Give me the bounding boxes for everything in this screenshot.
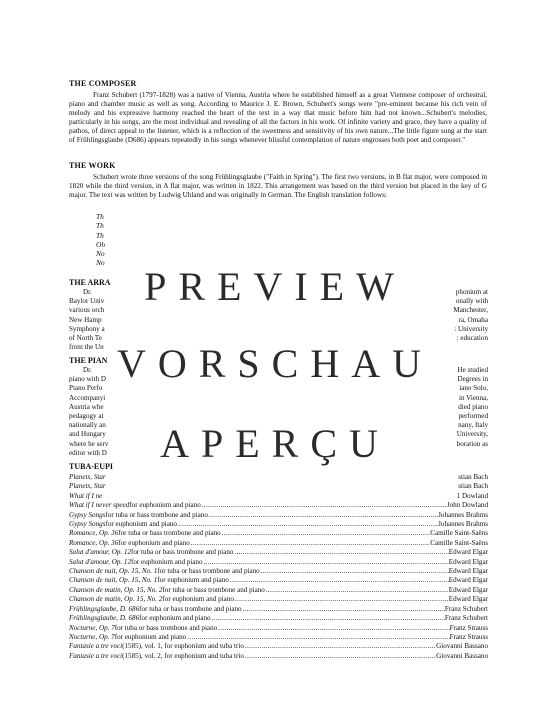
list-item: [69, 511, 488, 520]
catalog-heading: TUBA-EUPI: [69, 462, 114, 471]
item-description: for euphonium and piano: [114, 632, 187, 641]
item-title: What if I never speed: [69, 501, 130, 510]
item-composer: John Dowland: [446, 501, 488, 510]
list-item: [69, 492, 488, 501]
item-title: What if I ne: [69, 491, 103, 500]
text-fragment: : education: [456, 334, 488, 343]
list-item: [69, 605, 488, 614]
list-item: [69, 624, 488, 633]
list-item: [69, 652, 488, 661]
item-description: for euphonium and piano: [105, 520, 177, 529]
text-fragment: Manchester,: [453, 306, 488, 315]
list-item: [69, 576, 488, 585]
item-composer: Edward Elgar: [448, 567, 488, 576]
item-description: for euphonium and piano: [118, 538, 190, 547]
item-composer: Franz Schubert: [444, 604, 488, 613]
text-fragment: in Vienna,: [459, 393, 488, 402]
watermark-preview: PREVIEW: [144, 264, 406, 309]
text-fragment: Austria whe: [69, 402, 104, 411]
item-description: for euphonium and piano: [129, 501, 201, 510]
item-composer: Camille Saint-Saëns: [430, 529, 488, 538]
item-title: Frühlingsglaube, D. 686: [69, 604, 140, 613]
item-composer: Edward Elgar: [448, 585, 488, 594]
text-fragment: : University: [454, 324, 488, 333]
poem-line: Th: [96, 212, 104, 221]
composer-heading: THE COMPOSER: [69, 79, 137, 88]
text-fragment: onally with: [455, 297, 488, 306]
item-composer: Giovanni Bassano: [436, 642, 488, 651]
item-description: for tuba or bass trombone and piano: [157, 567, 260, 576]
list-item: [69, 520, 488, 529]
item-title: Romance, Op. 36: [69, 538, 119, 547]
list-item: [69, 548, 488, 557]
item-description: for tuba or bass trombone and piano: [139, 604, 242, 613]
item-composer: Johannes Brahms: [438, 510, 488, 519]
text-fragment: iano Solo,: [459, 384, 488, 393]
list-item: [69, 501, 488, 510]
item-description: (1585), vol. 2, for euphonium and tuba trio: [122, 651, 244, 660]
text-fragment: piano with D: [69, 375, 107, 384]
item-composer: Franz Strauss: [449, 623, 488, 632]
list-item: [69, 595, 488, 604]
item-title: Fantasie a tre voci: [69, 642, 123, 651]
item-description: (1585), vol. 1, for euphonium and tuba trio: [122, 642, 244, 651]
list-item: [69, 558, 488, 567]
item-composer: Edward Elgar: [448, 557, 488, 566]
item-description: for euphonium and piano: [139, 614, 211, 623]
list-item: [69, 614, 488, 623]
item-composer: Franz Strauss: [449, 632, 488, 641]
list-item: [69, 642, 488, 651]
list-item: [69, 567, 488, 576]
item-description: for tuba or bass trombone and piano: [118, 529, 221, 538]
item-description: for tuba or bass trombone and piano: [114, 623, 218, 632]
text-fragment: University,: [456, 430, 488, 439]
text-fragment: Accompanyi: [69, 393, 106, 402]
item-composer: Johannes Brahms: [438, 520, 488, 529]
item-title: Nocturne, Op. 7: [69, 632, 115, 641]
item-title: Planets, Star: [69, 482, 106, 491]
item-title: Salut d'amour, Op. 12: [69, 548, 132, 557]
text-fragment: pedagogy at: [69, 412, 104, 421]
list-item: [69, 482, 488, 491]
text-fragment: Symphony a: [69, 324, 105, 333]
list-item: [69, 586, 488, 595]
text-fragment: various orch: [69, 306, 105, 315]
poem-line: Th: [96, 230, 104, 240]
list-item: [69, 539, 488, 548]
item-title: Nocturne, Op. 7: [69, 623, 115, 632]
text-fragment: Dr.: [83, 366, 92, 374]
text-fragment: performed: [458, 412, 488, 421]
text-fragment: from the Un: [69, 343, 104, 352]
text-fragment: of North Te: [69, 334, 102, 343]
list-item: [69, 473, 488, 482]
item-composer: stian Bach: [458, 473, 488, 481]
text-fragment: New Hamp: [69, 315, 102, 324]
list-item: [69, 633, 488, 642]
text-fragment: phonium at: [455, 288, 488, 296]
item-title: Chanson de nuit, Op. 15, No. 1: [69, 576, 158, 585]
item-composer: Camille Saint-Saëns: [430, 538, 488, 547]
poem-line: No: [96, 258, 105, 268]
item-title: Chanson de nuit, Op. 15, No. 1: [69, 567, 158, 576]
text-fragment: where he serv: [69, 439, 109, 448]
item-composer: Edward Elgar: [448, 576, 488, 585]
text-fragment: Baylor Univ: [69, 297, 105, 306]
watermark-apercu: APERÇU: [160, 421, 390, 466]
poem-line: Th: [96, 221, 104, 231]
text-fragment: Piano Perfo: [69, 384, 103, 393]
text-fragment: editor with D: [69, 448, 107, 457]
item-description: for euphonium and piano: [162, 595, 234, 604]
item-composer: Giovanni Bassano: [436, 651, 488, 660]
item-title: Fantasie a tre voci: [69, 651, 123, 660]
item-title: Chanson de matin, Op. 15, No. 2: [69, 585, 163, 594]
item-composer: Edward Elgar: [448, 595, 488, 604]
item-composer: Edward Elgar: [448, 548, 488, 557]
item-title: Planets, Star: [69, 473, 106, 481]
item-description: for tuba or bass trombone and piano: [105, 510, 208, 519]
work-heading: THE WORK: [69, 161, 116, 170]
item-composer: 1 Dowland: [456, 491, 488, 500]
text-fragment: Dr.: [83, 288, 92, 296]
item-title: Gypsy Songs: [69, 520, 106, 529]
text-fragment: ra, Omaha: [458, 315, 488, 324]
item-title: Romance, Op. 36: [69, 529, 119, 538]
work-paragraph: Schubert wrote three versions of the song Frühlingsglaube ("Faith in Spring"). The first two versions, in B flat major, were composed in 1820 while the third version, in A flat major, was written in 1822. This arrangement was based on the third version but placed in the key of G major. The text was written by Ludwig Uhland and was originally in German. The English translation follows:: [69, 173, 487, 199]
poem-line: No: [96, 249, 105, 259]
item-description: for euphonium and piano: [157, 576, 229, 585]
translation-poem: [96, 212, 105, 268]
item-composer: stian Bach: [458, 482, 488, 491]
poem-line: Oh: [96, 239, 106, 249]
text-fragment: nationally an: [69, 421, 106, 430]
item-title: Salut d'amour, Op. 12: [69, 557, 132, 566]
list-item: [69, 529, 488, 538]
item-composer: Franz Schubert: [444, 614, 488, 623]
composer-paragraph: Franz Schubert (1797-1828) was a native of Vienna, Austria where he established himself as a great Viennese composer of orchestral, piano and chamber music as well as song. According to Maurice J. E. Brown, Schubert's songs were "pre-eminent because his rich vein of melody and his expressive harmony reached the heart of the text in a way that music before him had not known...Schubert's melodies, particularly in his songs, are the most individual and revealing of all the factors in his work. Of infinite variety and grace, they have a quality of pathos, of direct appeal to the listener, which is a reflection of the sweetness and sensitivity of his own nature...The little figure sung at the start of Frühlingsglaube (D686) appears repeatedly in his songs whenever blissful contemplation of nature engrosses both poet and composer.": [69, 91, 487, 144]
pianist-heading: THE PIAN: [69, 356, 108, 365]
catalog-list: [69, 473, 488, 661]
text-fragment: boration as: [456, 439, 488, 448]
watermark-vorschau: VORSCHAU: [116, 341, 434, 386]
text-fragment: He studied: [457, 366, 488, 374]
text-fragment: died piano: [458, 402, 488, 411]
text-fragment: and Hungary: [69, 430, 106, 439]
item-description: for tuba or bass trombone and piano: [162, 585, 265, 594]
item-title: Frühlingsglaube, D. 686: [69, 614, 140, 623]
text-fragment: Degrees in: [457, 375, 488, 384]
item-description: for tuba or bass trombone and piano: [131, 548, 234, 557]
arranger-heading: THE ARRA: [69, 278, 111, 287]
item-description: for euphonium and piano: [131, 557, 203, 566]
item-title: Chanson de matin, Op. 15, No. 2: [69, 595, 163, 604]
text-fragment: nany, Italy: [458, 421, 488, 430]
item-title: Gypsy Songs: [69, 510, 106, 519]
